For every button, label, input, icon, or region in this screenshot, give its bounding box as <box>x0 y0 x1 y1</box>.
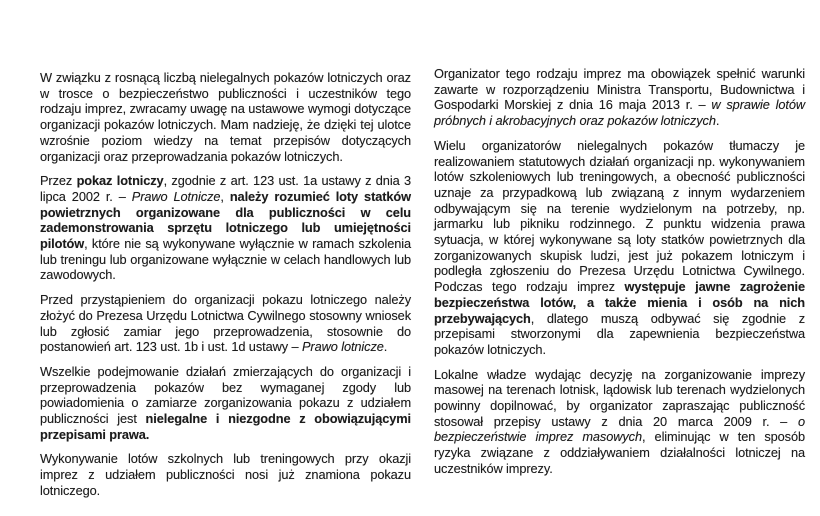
text-run: nielegalne i niezgodne z obowiązującymi przepisami prawa. <box>40 411 412 442</box>
paragraph <box>40 173 411 283</box>
text-run: , eliminując w ten sposób ryzyka związane z oddziaływaniem działalności lotniczej na uczestników imprezy. <box>434 429 805 476</box>
text-run: Organizator tego rodzaju imprez ma obowiązek spełnić warunki zawarte w rozporządzeniu Ministra Transportu, Budownictwa i Gospodarki Morskiej z dnia 16 maja 2013 r. – <box>434 66 805 113</box>
text-run: , <box>220 188 230 204</box>
text-run: Wszelkie podejmowanie działań zmierzających do organizacji i przeprowadzenia pokazów bez wymaganej zgody lub powiadomienia o zamiarze zorganizowania pokazu z udziałem publiczności jest <box>40 363 411 427</box>
text-run: . <box>715 113 720 129</box>
text-columns <box>40 66 806 508</box>
text-run: w sprawie lotów próbnych i akrobacyjnych oraz pokazów lotniczych <box>434 97 805 129</box>
text-column-right <box>434 66 805 508</box>
text-run: Lokalne władze wydając decyzję na zorganizowanie imprezy masowej na terenach lotnisk, lądowisk lub terenach wydzielonych powinny dopilnować, by organizator zapraszając publiczność stosował przepisy ustawy z dnia 20 marca 2009 r. – <box>434 366 805 429</box>
text-run: należy rozumieć loty statków powietrznych organizowane dla publiczności w celu zademonstrowania sprzętu lotniczego lub umiejętności pilotów <box>40 188 411 252</box>
paragraph <box>40 292 411 355</box>
text-run: Wielu organizatorów nielegalnych pokazów tłumaczy je realizowaniem statutowych działań organizacji np. wykonywaniem lotów szkoleniowych lub treningowych, a obecność publiczności uznaje za przypadkową lub związaną z innym wydarzeniem odbywającym się na terenie wydzielonym na potrzeby, np. jarmarku lub pikniku rodzinnego. Z punktu widzenia prawa sytuacja, w której wykonywane są loty statków powietrznych dla zorganizowanych skupisk ludzi, jest już pokazem lotniczym i podległa zgłoszeniu do Prezesa Urzędu Lotnictwa Cywilnego. Podczas tego rodzaju imprez <box>434 137 805 295</box>
text-column-left <box>40 66 411 508</box>
text-run: , zgodnie z art. 123 ust. 1a ustawy z dnia 3 lipca 2002 r. – <box>40 173 411 204</box>
paragraph <box>434 66 805 129</box>
text-run: Prawo Lotnicze <box>131 188 221 204</box>
text-run: , które nie są wykonywane wyłącznie w ramach szkolenia lub treningu lub organizowane wyłącznie w celach handlowych lub zawodowych. <box>40 236 411 283</box>
text-run: W związku z rosnącą liczbą nielegalnych pokazów lotniczych oraz w trosce o bezpieczeństwo publiczności i uczestników tego rodzaju imprez, zwracamy uwagę na ustawowe wymogi dotyczące organizacji pokazów lotniczych. Mam nadzieję, że dzięki tej ulotce wzrośnie poziom wiedzy na temat przepisów dotyczących organizacji oraz przeprowadzania pokazów lotniczych. <box>40 70 411 164</box>
paragraph <box>40 451 411 498</box>
text-run: Prawo lotnicze <box>301 339 384 355</box>
text-run: . <box>383 339 388 355</box>
text-run: , dlatego muszą odbywać się zgodnie z przepisami stworzonymi dla zapewnienia bezpieczeństwa pokazów lotniczych. <box>434 310 805 357</box>
text-run: Wykonywanie lotów szkolnych lub treningowych przy okazji imprez z udziałem publiczności nosi już znamiona pokazu lotniczego. <box>40 451 411 498</box>
text-run: Przed przystąpieniem do organizacji pokazu lotniczego należy złożyć do Prezesa Urzędu Lotnictwa Cywilnego stosowny wniosek lub zgłosić zamiar jego przeprowadzenia, stosownie do postanowień art. 123 ust. 1b i ust. 1d ustawy – <box>40 292 411 355</box>
text-run: o bezpieczeństwie imprez masowych <box>434 413 805 445</box>
text-run: Przez <box>40 173 77 189</box>
text-run: pokaz lotniczy <box>76 173 164 189</box>
paragraph <box>434 138 805 358</box>
paragraph <box>40 364 411 443</box>
paragraph <box>434 367 805 477</box>
text-run: występuje jawne zagrożenie bezpieczeństwa lotów, a także mienia i osób na nich przebywających <box>434 279 806 326</box>
paragraph <box>40 70 411 164</box>
